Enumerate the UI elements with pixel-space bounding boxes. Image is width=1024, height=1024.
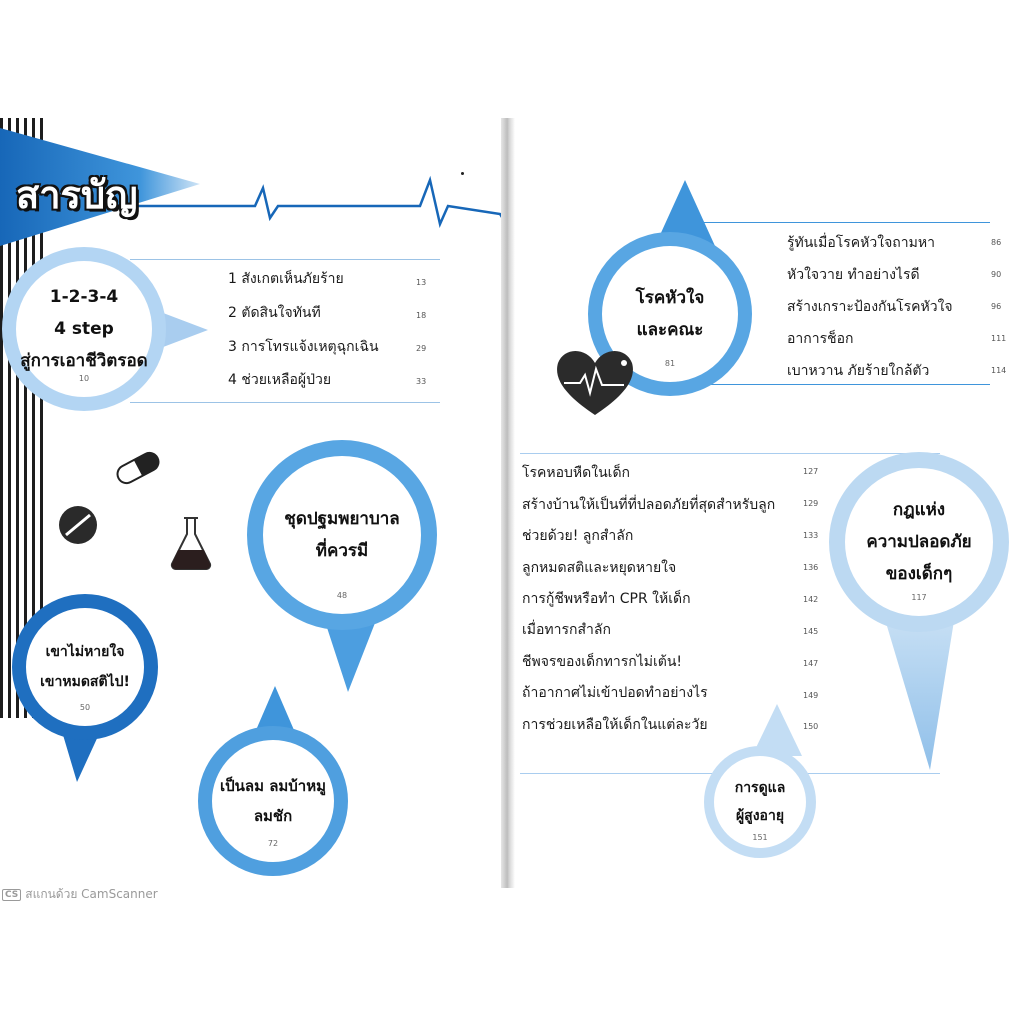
toc-item-label: 4 ช่วยเหลือผู้ป่วย	[228, 372, 332, 388]
toc-item-label: สร้างบ้านให้เป็นที่ที่ปลอดภัยที่สุดสำหรับลูก	[522, 497, 776, 513]
circle-line: 1-2-3-4	[49, 287, 119, 307]
section-page-number: 72	[267, 839, 279, 848]
circle-line: ชุดปฐมพยาบาล	[284, 509, 400, 529]
toc-item-label: ชีพจรของเด็กทารกไม่เต้น!	[522, 654, 683, 670]
toc-item-label: รู้ทันเมื่อโรคหัวใจถามหา	[787, 235, 935, 251]
pill-tablet-icon	[56, 503, 100, 547]
circle-line: ที่ควรมี	[315, 541, 369, 561]
section-circle-4[interactable]	[198, 726, 348, 876]
toc-item-page: 29	[416, 344, 427, 353]
toc-item[interactable]	[787, 264, 920, 286]
section-page-number: 81	[664, 359, 676, 368]
section-page-number: 50	[79, 703, 91, 712]
circle-line: สู่การเอาชีวิตรอด	[20, 351, 148, 371]
toc-item[interactable]	[522, 557, 676, 579]
toc-item-page: 114	[991, 366, 1007, 375]
circle-line: ความปลอดภัย	[866, 532, 972, 552]
speck	[461, 172, 464, 175]
toc-item[interactable]	[522, 651, 682, 673]
circle-line: การดูแล	[734, 780, 786, 796]
circle-line: และคณะ	[636, 320, 704, 340]
toc-item-label: 3 การโทรแจ้งเหตุฉุกเฉิน	[228, 339, 379, 355]
toc-item[interactable]	[228, 336, 379, 358]
toc-item-page: 136	[803, 563, 819, 572]
toc-item-page: 13	[416, 278, 427, 287]
toc-item-label: อาการช็อก	[787, 331, 854, 347]
toc-item[interactable]	[522, 462, 630, 484]
circle-line: ผู้สูงอายุ	[735, 808, 785, 824]
section-page-number: 117	[911, 593, 927, 602]
camscanner-text: สแกนด้วย CamScanner	[25, 887, 158, 901]
circle-line: โรคหัวใจ	[635, 288, 705, 308]
toc-item-label: เบาหวาน ภัยร้ายใกล้ตัว	[787, 363, 930, 379]
circle-line: 4 step	[54, 319, 114, 339]
toc-item-page: 145	[803, 627, 819, 636]
circle-line: ของเด็กๆ	[885, 564, 953, 584]
toc-item[interactable]	[787, 360, 929, 382]
circle-line: เขาไม่หายใจ	[45, 644, 125, 660]
heart-pulse-icon	[552, 345, 638, 419]
camscanner-badge: CS	[2, 889, 21, 901]
toc-item-page: 142	[803, 595, 819, 604]
toc-item[interactable]	[228, 369, 331, 391]
section-circle-3[interactable]	[12, 594, 158, 740]
toc-item[interactable]	[787, 232, 935, 254]
section-page-number: 151	[752, 833, 768, 842]
toc-item[interactable]	[228, 268, 344, 290]
page-title: สารบัญ	[16, 173, 138, 217]
toc-item[interactable]	[522, 588, 691, 610]
section-page-number: 10	[78, 374, 90, 383]
toc-item-page: 18	[416, 311, 427, 320]
toc-item[interactable]	[522, 494, 775, 516]
section-circle-2[interactable]	[247, 440, 437, 630]
divider-line	[520, 453, 940, 454]
toc-item-label: หัวใจวาย ทำอย่างไรดี	[787, 267, 920, 283]
section-page-number: 48	[336, 591, 348, 600]
toc-item-label: ลูกหมดสติและหยุดหายใจ	[522, 560, 677, 576]
toc-item[interactable]	[228, 302, 321, 324]
section-circle-1[interactable]	[2, 247, 166, 411]
capsule-icon	[112, 448, 164, 488]
toc-item-page: 149	[803, 691, 819, 700]
toc-item-page: 33	[416, 377, 427, 386]
toc-item-page: 129	[803, 499, 819, 508]
section-circle-6[interactable]	[829, 452, 1009, 632]
toc-item-label: โรคหอบหืดในเด็ก	[522, 465, 631, 481]
toc-item-label: 1 สังเกตเห็นภัยร้าย	[228, 271, 344, 287]
toc-item-label: การกู้ชีพหรือทำ CPR ให้เด็ก	[522, 591, 691, 607]
toc-item-page: 133	[803, 531, 819, 540]
toc-item[interactable]	[522, 525, 633, 547]
toc-item[interactable]	[522, 682, 708, 704]
toc-item[interactable]	[787, 296, 953, 318]
toc-item-label: เมื่อทารกสำลัก	[522, 622, 611, 638]
divider-line	[130, 402, 440, 403]
circle-line: เป็นลม ลมบ้าหมู	[219, 777, 326, 795]
toc-item-page: 127	[803, 467, 819, 476]
scanner-watermark	[2, 885, 158, 904]
toc-item-page: 96	[991, 302, 1002, 311]
toc-item-label: การช่วยเหลือให้เด็กในแต่ละวัย	[522, 717, 708, 733]
toc-item-label: 2 ตัดสินใจทันที	[228, 305, 321, 321]
toc-item-page: 86	[991, 238, 1002, 247]
divider-line	[130, 259, 440, 260]
circle-line: เขาหมดสติไป!	[40, 674, 130, 690]
toc-item-label: ถ้าอากาศไม่เข้าปอดทำอย่างไร	[522, 685, 708, 701]
circle-line: กฎแห่ง	[892, 500, 946, 520]
toc-item[interactable]	[522, 714, 708, 736]
toc-item-page: 150	[803, 722, 819, 731]
circle-line: ลมชัก	[253, 807, 293, 825]
section-circle-7[interactable]	[704, 746, 816, 858]
toc-item[interactable]	[522, 619, 611, 641]
divider-line	[690, 384, 990, 385]
divider-line	[690, 222, 990, 223]
toc-item[interactable]	[787, 328, 854, 350]
toc-item-label: ช่วยด้วย! ลูกสำลัก	[522, 528, 634, 544]
toc-item-page: 111	[991, 334, 1007, 343]
flask-icon	[166, 514, 216, 572]
toc-item-page: 147	[803, 659, 819, 668]
toc-item-label: สร้างเกราะป้องกันโรคหัวใจ	[787, 299, 953, 315]
toc-item-page: 90	[991, 270, 1002, 279]
